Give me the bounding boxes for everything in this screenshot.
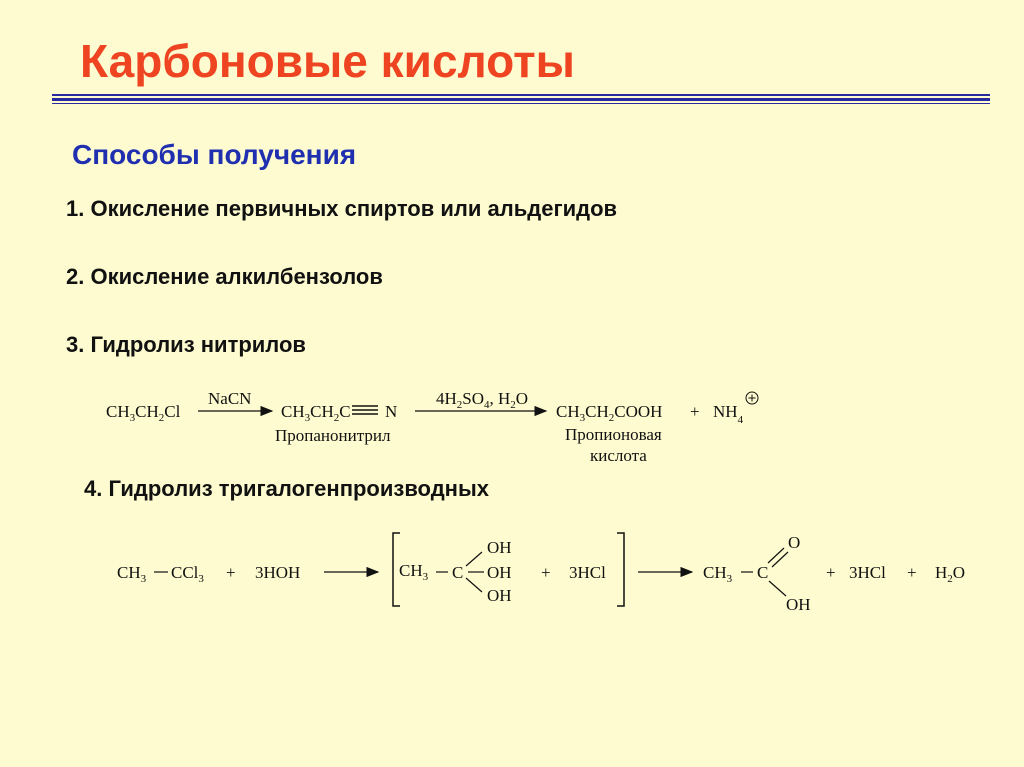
- hydroxyl-bottom: OH: [487, 586, 512, 605]
- plus-sign-r4-4: +: [907, 563, 917, 582]
- method-item-2: 2. Окисление алкилбензолов: [66, 264, 383, 289]
- bond-c-oh-bottom: [466, 578, 482, 592]
- plus-sign-r4-2: +: [541, 563, 551, 582]
- byproduct-water: $H_2O$: [935, 563, 966, 585]
- product-ch3: $CH_3$: [703, 563, 733, 585]
- formula-nitrogen: N: [385, 402, 398, 421]
- section-heading: Способы получения: [72, 139, 357, 170]
- formula-propyl-chloride: $CH_3CH_2Cl$: [106, 402, 181, 424]
- double-bond-line-2: [772, 552, 788, 567]
- hydroxyl-middle: OH: [487, 563, 512, 582]
- formula-ammonium: $NH_4$: [713, 402, 744, 426]
- intermediate-ch3: $CH_3$: [399, 561, 429, 583]
- method-item-4: 4. Гидролиз тригалогенпроизводных: [84, 476, 489, 501]
- name-propionic-line1: Пропионовая: [565, 425, 662, 444]
- formula-ccl3: CCl$_3$: [171, 563, 204, 585]
- slide-title: Карбоновые кислоты: [80, 35, 575, 87]
- reagent-water: 3HOH: [255, 563, 301, 582]
- method-item-3: 3. Гидролиз нитрилов: [66, 332, 306, 357]
- formula-trichloroethane: $CH_3$: [117, 563, 147, 585]
- double-bond-line-1: [768, 548, 784, 563]
- reagent-nacn: NaCN: [208, 389, 252, 408]
- reagent-sulfuric-acid-water: $4H_2SO_4$, $H_2O$: [436, 389, 529, 411]
- bracket-right: [617, 533, 624, 606]
- product-hydroxyl: OH: [786, 595, 811, 614]
- plus-sign-r4-1: +: [226, 563, 236, 582]
- carbonyl-oxygen: O: [788, 533, 801, 552]
- byproduct-hcl-2: 3HCl: [849, 563, 886, 582]
- name-propionic-line2: кислота: [590, 446, 647, 465]
- intermediate-carbon: C: [452, 563, 464, 582]
- formula-propionic-acid: $CH_3CH_2COOH$: [556, 402, 663, 424]
- hydroxyl-top: OH: [487, 538, 512, 557]
- product-carbon: C: [757, 563, 769, 582]
- formula-propanenitrile: $CH_3CH_2C$: [281, 402, 351, 424]
- byproduct-hcl-1: 3HCl: [569, 563, 606, 582]
- name-propanenitrile: Пропанонитрил: [275, 426, 391, 445]
- method-item-1: 1. Окисление первичных спиртов или альдегидов: [66, 196, 618, 221]
- plus-sign-r4-3: +: [826, 563, 836, 582]
- bond-c-oh: [769, 581, 786, 596]
- plus-sign-r3: +: [690, 402, 700, 421]
- bond-c-oh-top: [466, 552, 482, 566]
